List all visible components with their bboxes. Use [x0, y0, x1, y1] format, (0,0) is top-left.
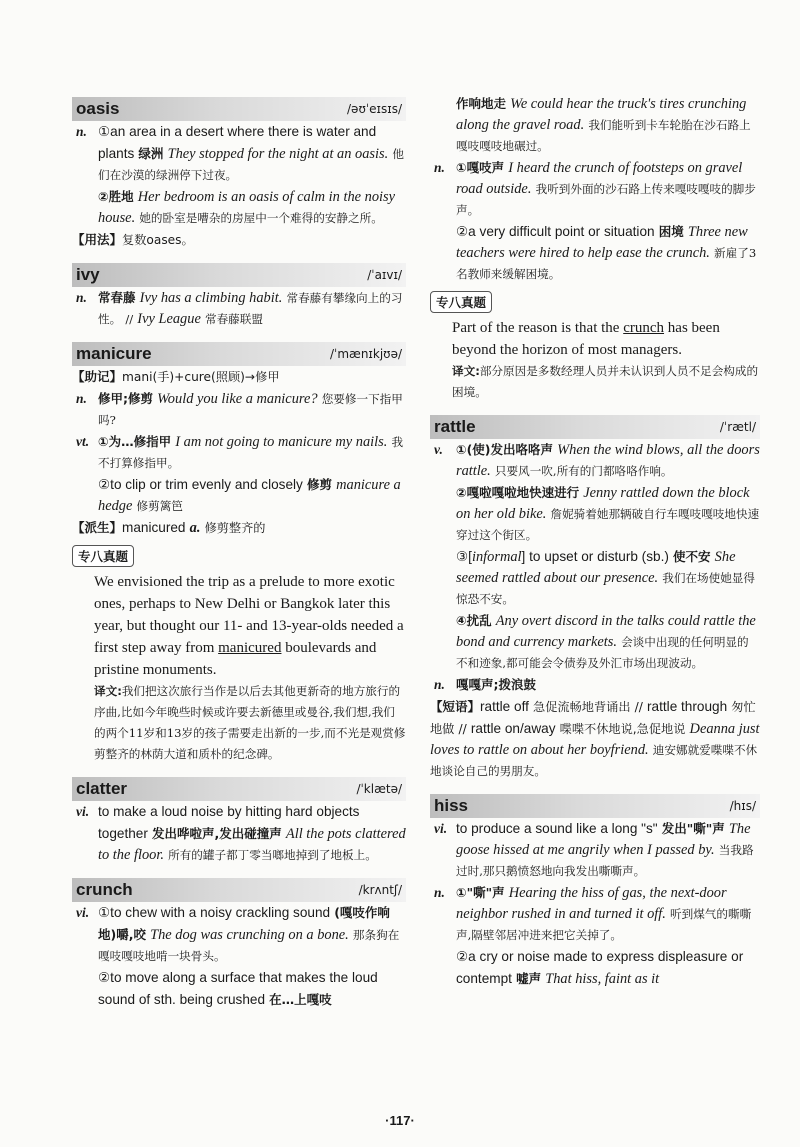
entry-header-ivy	[72, 263, 406, 287]
derivation-note	[72, 517, 406, 539]
headword: clatter	[76, 779, 128, 798]
example-translation: 只要风一吹,所有的门都咯咯作响。	[494, 464, 673, 478]
part-of-speech: v.	[434, 442, 443, 457]
translation: ②嘎啦嘎啦地快速进行	[456, 485, 580, 500]
headword: oasis	[76, 99, 120, 118]
translation: 使不安	[673, 549, 711, 564]
definition: ①an area in a desert where there is water and plants	[98, 124, 377, 161]
quote-text: has been beyond the horizon of most managers.	[452, 320, 720, 358]
example: She seemed rattled about our presence.	[456, 549, 736, 586]
example-translation: 那条狗在嘎吱嘎吱地啃一块骨头。	[98, 928, 400, 963]
translation: 绿洲	[138, 146, 164, 161]
separator: //	[458, 722, 467, 736]
sense	[430, 818, 760, 882]
part-of-speech: n.	[434, 885, 445, 900]
phrase-translation: 急促流畅地背诵出	[533, 700, 631, 714]
example: The goose hissed at me angrily when I passed by.	[456, 821, 751, 858]
entry-header-manicure	[72, 342, 406, 366]
example: The dog was crunching on a bone.	[150, 927, 349, 943]
phrase-tag: 【短语】	[430, 699, 481, 714]
usage-text: 复数oases。	[122, 233, 194, 247]
derivation-tag: 【派生】	[72, 520, 123, 535]
translation: 发出哗啦声,发出碰撞声	[152, 826, 282, 841]
exam-translation	[430, 361, 760, 403]
mnemonic-text: mani(手)+cure(照顾)→修甲	[122, 370, 280, 384]
translation: ①为…修指甲	[98, 434, 172, 449]
example: That hiss, faint as it	[545, 971, 660, 987]
mnemonic-tag: 【助记】	[72, 369, 123, 384]
pronunciation: /əʊˈeɪsɪs/	[347, 102, 402, 116]
definition: ②a very difficult point or situation	[456, 224, 655, 239]
phrase-note	[430, 696, 760, 782]
translation: (嘎吱作响地)嚼,咬	[98, 905, 390, 942]
definition: ②to move along a surface that makes the loud sound of sth. being crushed	[98, 970, 378, 1007]
exam-quote	[430, 317, 760, 361]
separator: //	[634, 700, 643, 714]
definition: to produce a sound like a long "s"	[456, 821, 658, 836]
example: Ivy has a climbing habit.	[139, 290, 283, 306]
exam-badge: 专八真题	[430, 291, 492, 313]
right-column	[430, 93, 760, 990]
sense	[430, 882, 760, 990]
example: I am not going to manicure my nails.	[175, 434, 388, 450]
example-translation: 我不打算修指甲。	[98, 435, 404, 470]
translation-label: 译文:	[452, 364, 480, 378]
entry-header-crunch	[72, 878, 406, 902]
example-translation: 听到煤气的嘶嘶声,隔壁邻居冲进来把它关掉了。	[456, 907, 752, 942]
translation: ①(使)发出咯咯声	[456, 442, 554, 457]
example: All the pots clattered to the floor.	[98, 826, 406, 863]
translation: ②胜地	[98, 189, 134, 204]
pronunciation: /ˈrætl/	[719, 420, 756, 434]
example: Any overt discord in the talks could rattle the bond and currency markets.	[456, 613, 756, 650]
translation: 嘘声	[516, 971, 542, 986]
definition: ] to upset or disturb (sb.)	[521, 549, 669, 564]
translation-label: 译文:	[94, 684, 122, 698]
pronunciation: /ˈklætə/	[356, 782, 402, 796]
translation: 作响地走	[456, 96, 507, 111]
example-translation: 他们在沙漠的绿洲停下过夜。	[98, 147, 404, 182]
page-number: ·117·	[385, 1113, 415, 1128]
sense	[72, 388, 406, 431]
definition: ③[	[456, 549, 472, 564]
part-of-speech: a.	[189, 520, 201, 536]
translation: ①嘎吱声	[456, 160, 505, 175]
example-translation: 修剪篱笆	[136, 499, 183, 513]
phrase: rattle on/away	[470, 721, 556, 736]
example-translation: 所有的罐子都丁零当啷地掉到了地板上。	[168, 848, 377, 862]
translation: 发出"嘶"声	[661, 821, 725, 836]
sense	[72, 902, 406, 1011]
translation: ①"嘶"声	[456, 885, 505, 900]
part-of-speech: n.	[76, 290, 87, 305]
phrase: rattle through	[647, 699, 728, 714]
sense	[430, 439, 760, 674]
definition: ②a cry or noise made to express displeasure or contempt	[456, 949, 744, 986]
example: manicure a hedge	[98, 477, 401, 514]
entry-header-oasis	[72, 97, 406, 121]
quote-text: Part of the reason is that the	[452, 320, 624, 336]
example-translation: 她的卧室是嘈杂的房屋中一个难得的安静之所。	[139, 211, 383, 225]
example-translation: 迪安娜就爱喋喋不休地谈论自己的男朋友。	[430, 743, 758, 778]
translation: 修剪	[306, 477, 332, 492]
phrase-translation: 匆忙地做	[430, 700, 756, 736]
sense	[72, 287, 406, 330]
sense	[430, 157, 760, 285]
part-of-speech: vi.	[76, 905, 90, 920]
translation: 困境	[658, 224, 684, 239]
headword: hiss	[434, 796, 469, 815]
entry-header-hiss	[430, 794, 760, 818]
exam-quote	[72, 571, 406, 681]
example-translation: 新雇了3名教师来缓解困境。	[456, 246, 757, 281]
separator: //	[125, 312, 134, 326]
example-translation: 我们能听到卡车轮胎在沙石路上嘎吱嘎吱地碾过。	[456, 118, 751, 153]
part-of-speech: vi.	[434, 821, 448, 836]
quote-keyword: manicured	[218, 640, 282, 656]
example-translation: 常春藤有攀缘向上的习性。	[98, 291, 403, 326]
example-translation: 会谈中出现的任何明显的不和迹象,都可能会令债券及外汇市场出现波动。	[456, 635, 749, 670]
pronunciation: /ˈmænɪkjʊə/	[330, 347, 402, 361]
translation: 修剪整齐的	[204, 521, 266, 535]
example: Deanna just loves to rattle on about her boyfriend.	[430, 721, 760, 758]
part-of-speech: n.	[76, 124, 87, 139]
part-of-speech: n.	[434, 160, 445, 175]
part-of-speech: vt.	[76, 434, 90, 449]
headword: crunch	[76, 880, 133, 899]
usage-note	[72, 229, 406, 251]
exam-badge: 专八真题	[72, 545, 134, 567]
example-translation: 詹妮骑着她那辆破自行车嘎吱嘎吱地快速穿过这个街区。	[456, 507, 760, 542]
phrase: rattle off	[480, 699, 529, 714]
example-translation: 我们在场使她显得惊恐不安。	[456, 571, 755, 606]
sense	[72, 801, 406, 866]
translation: 修甲;修剪	[98, 391, 153, 406]
definition: to make a loud noise by hitting hard objects together	[98, 804, 360, 841]
quote-keyword: crunch	[623, 320, 665, 336]
part-of-speech: n.	[76, 391, 87, 406]
translation: ④扰乱	[456, 613, 492, 628]
translation: 常春藤	[98, 290, 136, 305]
example: Three new teachers were hired to help ease the crunch.	[456, 224, 748, 261]
headword: manicure	[76, 344, 152, 363]
register-label: informal	[471, 549, 522, 565]
sense-continued	[430, 93, 760, 157]
headword: rattle	[434, 417, 476, 436]
headword: ivy	[76, 265, 100, 284]
sense	[430, 674, 760, 696]
pronunciation: /krʌntʃ/	[358, 883, 402, 897]
entry-header-clatter	[72, 777, 406, 801]
usage-tag: 【用法】	[72, 232, 123, 247]
sense	[72, 121, 406, 229]
example-translation: 您要修一下指甲吗?	[98, 392, 403, 427]
example: Hearing the hiss of gas, the next-door neighbor rushed in and turned it off.	[456, 885, 727, 922]
part-of-speech: n.	[434, 677, 445, 692]
example: We could hear the truck's tires crunching along the gravel road.	[456, 96, 747, 133]
translation-text: 部分原因是多数经理人员并未认识到人员不足会构成的困境。	[452, 364, 759, 399]
phrase-translation: 喋喋不休地说,急促地说	[559, 722, 686, 736]
quote-text: boulevards and pristine monuments.	[94, 640, 377, 678]
definition: ②to clip or trim evenly and closely	[98, 477, 303, 492]
translation: 嘎嘎声;拨浪鼓	[456, 677, 536, 692]
example-translation: 当我路过时,那只鹅愤怒地向我发出嘶嘶声。	[456, 843, 754, 878]
example: Her bedroom is an oasis of calm in the noisy house.	[98, 189, 396, 226]
example: I heard the crunch of footsteps on gravel road outside.	[456, 160, 743, 197]
mnemonic-note	[72, 366, 406, 388]
example: Would you like a manicure?	[157, 391, 318, 407]
example: When the wind blows, all the doors rattle.	[456, 442, 760, 479]
part-of-speech: vi.	[76, 804, 90, 819]
sense	[72, 431, 406, 517]
derived-word: manicured	[122, 520, 186, 535]
entry-header-rattle	[430, 415, 760, 439]
exam-translation	[72, 681, 406, 765]
translation-text: 我们把这次旅行当作是以后去其他更新奇的地方旅行的序曲,比如今年晚些时候或许要去新德里或曼谷,我们想,我们的两个11岁和13岁的孩子需要走出新的一步,而不光是观赏修剪整齐的林荫大道和质朴的纪念碑。	[94, 684, 406, 761]
quote-text: We envisioned the trip as a prelude to more exotic ones, perhaps to New Delhi or Bangkok later this year, but thought our 11- and 13-year-olds needed a first step away from	[94, 574, 404, 656]
translation: 在…上嘎吱	[269, 992, 332, 1007]
example: Jenny rattled down the block on her old bike.	[456, 485, 750, 522]
left-column	[72, 93, 406, 1011]
pronunciation: /hɪs/	[729, 799, 756, 813]
pronunciation: /ˈaɪvɪ/	[367, 268, 402, 282]
definition: ①to chew with a noisy crackling sound	[98, 905, 331, 920]
example-translation: 常春藤联盟	[204, 312, 263, 326]
example-translation: 我听到外面的沙石路上传来嘎吱嘎吱的脚步声。	[456, 182, 756, 217]
example: Ivy League	[137, 311, 201, 327]
example: They stopped for the night at an oasis.	[167, 146, 389, 162]
